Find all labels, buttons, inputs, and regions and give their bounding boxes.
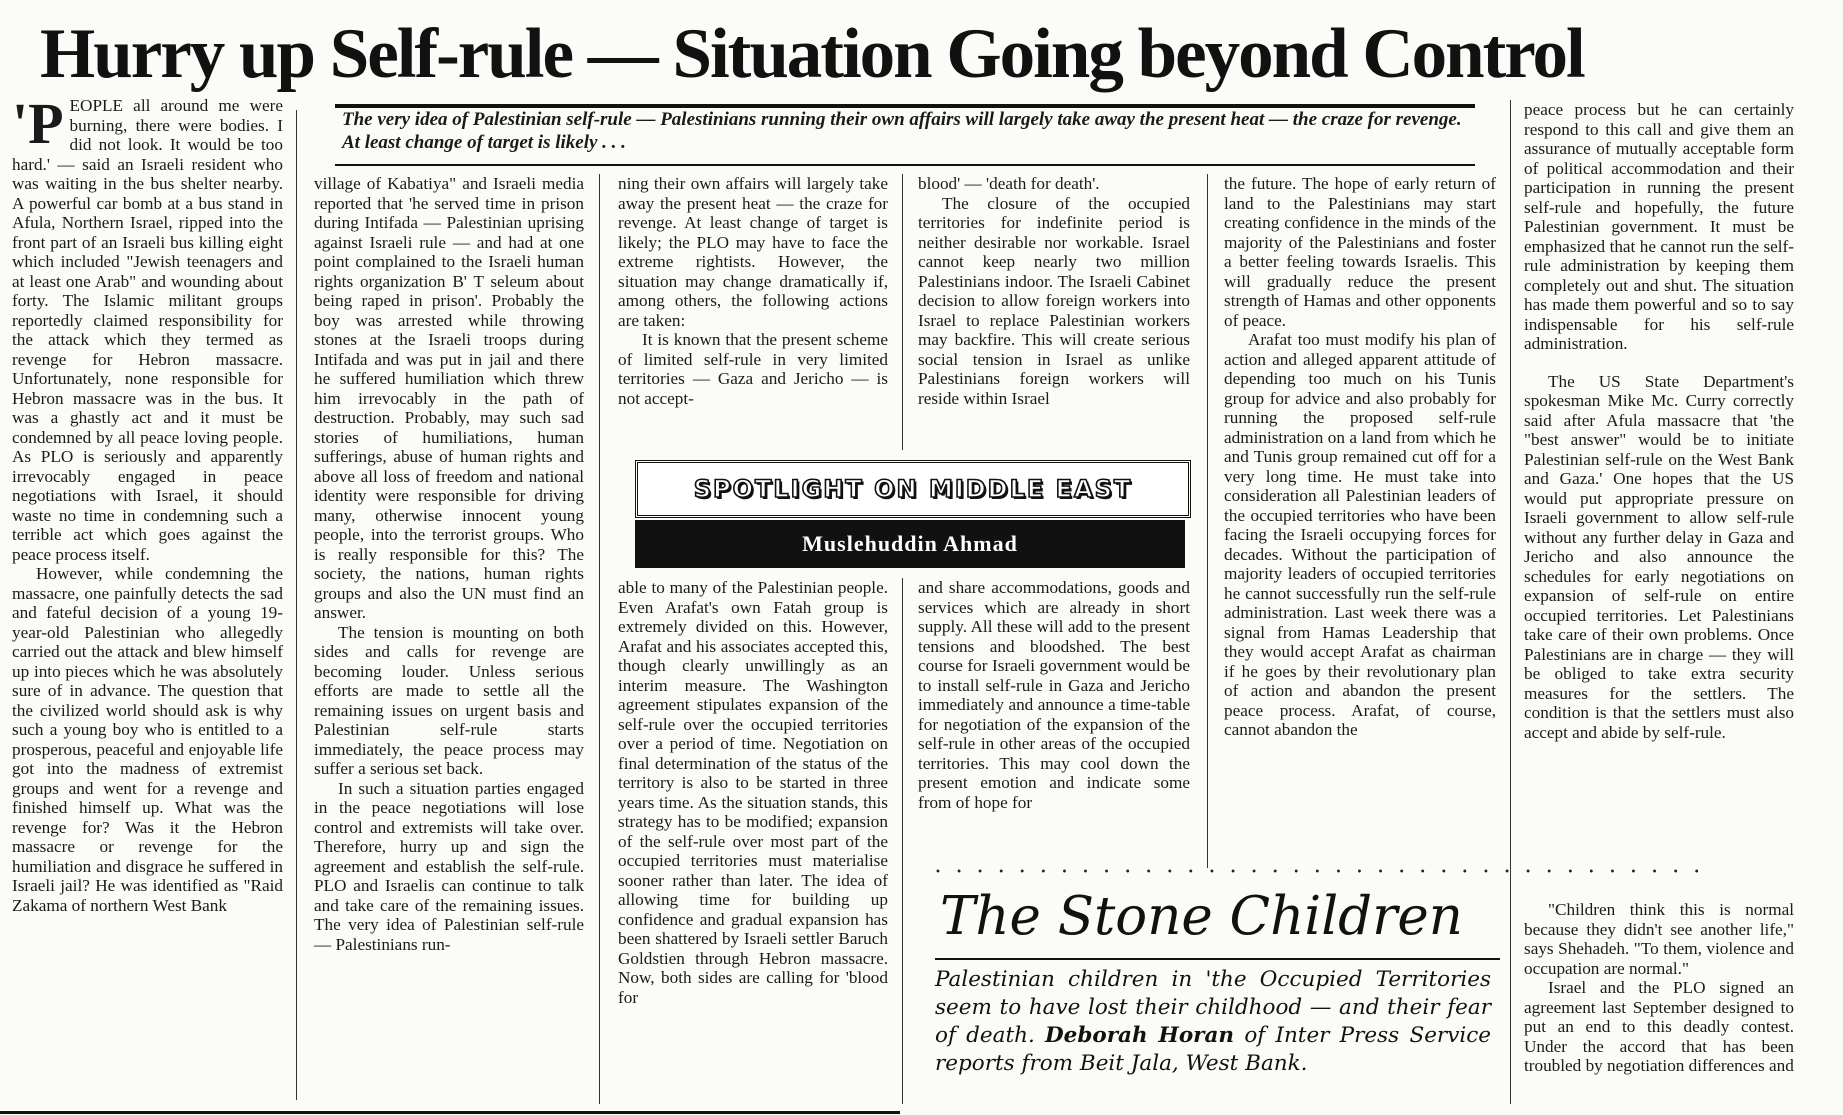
column-6-paragraph-2: The US State Department's spokesman Mike Mc. Curry correctly said after Afula massacre that 'the "best answer" would be to initiate Palestinian self-rule on the West Bank and Gaza.' One hopes that the US would put appropriate pressure on Israeli government to allow self-rule without any further delay in Gaza and Jericho and also announce the schedules for early negotiations on expansion of self-rule on entire occupied territories. Let Palestinians take care of their own problems. Once Palestinians are in charge — they will be obliged to take extra security measures for the settlers. The condition is that the settlers must also accept and abide by self-rule. bbox=[1524, 371, 1794, 742]
sidebar-deck-author: Deborah Horan bbox=[1045, 1023, 1235, 1048]
deck: The very idea of Palestinian self-rule — Palestinians running their own affairs will largely take away the present heat — the craze for revenge. At least change of target is likely . . . bbox=[342, 109, 1462, 153]
headline: Hurry up Self-rule — Situation Going beyond Control bbox=[40, 15, 1584, 93]
column-6-paragraph-1: peace process but he can certainly respond to this call and give them an assurance of mutually acceptable form of political accommodation and their participation in running the present self-rule and hopefully, the future Palestinian government. It must be emphasized that he cannot run the self-rule administration by keeping them completely out and shut. The situation has made them powerful and so to say indispensable for his self-rule administration. bbox=[1524, 100, 1794, 353]
sidebar-column bbox=[1524, 900, 1794, 1104]
article-column-4-top bbox=[918, 174, 1190, 450]
column-divider bbox=[902, 174, 903, 450]
sidebar-title-rule bbox=[935, 958, 1500, 960]
article-column-3-top bbox=[618, 174, 888, 450]
article-column-3-bottom bbox=[618, 578, 888, 1104]
sidebar-title: The Stone Children bbox=[940, 886, 1463, 947]
sidebar-deck-lead: Palestinian children in 'the Occupied Territories seem to have lost their childhood — and their fear of death. bbox=[935, 967, 1491, 1048]
column-1-paragraph-1: 'PEOPLE all around me were burning, there were bodies. I did not look. It would be too hard.' — said an Israeli resident who was waiting in the bus shelter nearby. A powerful car bomb at a bus stand in Afula, Northern Israel, ripped into the front part of an Israeli bus killing eight which included "Jewish teenagers and at least one Arab" and wounding about forty. The Islamic militant groups reportedly claimed responsibility for the attack which they termed as revenge for Hebron massacre. Unfortunately, none responsible for Hebron massacre was in the bus. It was a ghastly act and it must be condemned by all peace loving people. As PLO is seriously and apparently irrevocably engaged in peace negotiations with Israel, it should waste no time in condemning such a terrible act which goes against the peace process itself. bbox=[12, 91, 283, 564]
spotlight-box bbox=[635, 460, 1191, 518]
column-4-paragraph-2: The closure of the occupied territories for indefinite period is neither desirable nor workable. Israel cannot keep nearly two million Palestinians indoor. The Israeli Cabinet decision to allow foreign workers into Israel to replace Palestinian workers may backfire. This will create serious social tension in Israel as unlike Palestinians foreign workers will reside within Israel bbox=[918, 193, 1190, 408]
article-column-2 bbox=[314, 174, 584, 1104]
column-2-paragraph-2: The tension is mounting on both sides and calls for revenge are becoming louder. Unless serious efforts are made to settle all the remaining issues on urgent basis and Palestinian self-rule starts immediately, the peace process may suffer a serious set back. bbox=[314, 622, 584, 778]
column-divider bbox=[1207, 174, 1208, 868]
deck-rule-bottom bbox=[335, 164, 1475, 166]
article-column-6 bbox=[1524, 100, 1794, 870]
column-divider bbox=[902, 578, 903, 1104]
column-divider bbox=[599, 174, 600, 1104]
dotted-separator: • • • • • • • • • • • • • • • • • • • • • • • • • • • • • • • • • • • • • bbox=[935, 867, 1706, 878]
article-column-1 bbox=[12, 91, 283, 1104]
column-3-paragraph-1: ning their own affairs will largely take away the present heat — the craze for revenge. At least change of target is likely; the PLO may have to face the extreme rightists. However, the situation may change dramatically if, among others, the following actions are taken: bbox=[618, 174, 888, 330]
column-5-paragraph-1: the future. The hope of early return of land to the Palestinians may start creating confidence in the minds of the majority of the Palestinians and foster a better feeling towards Israelis. This will gradually reduce the present strength of Hamas and other opponents of peace. bbox=[1224, 174, 1496, 330]
author-byline: Muslehuddin Ahmad bbox=[635, 520, 1185, 568]
sidebar-deck bbox=[935, 966, 1491, 1078]
sidebar-deck-tail: of Inter Press Service reports from Beit Jala, West Bank. bbox=[935, 1023, 1491, 1076]
sidebar-paragraph-1: "Children think this is normal because they didn't see another life," says Shehadeh. "To them, violence and occupation are normal." bbox=[1524, 900, 1794, 978]
column-1-paragraph-2: However, while condemning the massacre, one painfully detects the sad and fateful decision of a young 19-year-old Palestinian who allegedly carried out the attack and blew himself up into pieces which he was absolutely sure of in advance. The question that the civilized world should ask is why such a young boy who is entitled to a prosperous, peaceful and enjoyable life got into the madness of extremist groups and went for a revenge and finished himself up. What was the revenge for? Was it the Hebron massacre or revenge for the humiliation and disgrace he suffered in Israeli jail? He was identified as "Raid Zakama of northern West Bank bbox=[12, 564, 283, 915]
article-column-4-bottom bbox=[918, 578, 1190, 868]
article-column-5 bbox=[1224, 174, 1496, 868]
bottom-rule bbox=[0, 1111, 900, 1114]
column-3-paragraph-2: It is known that the present scheme of limited self-rule in very limited territories — Gaza and Jericho — is not accept- bbox=[618, 330, 888, 408]
column-2-paragraph-3: In such a situation parties engaged in the peace negotiations will lose control and extremists will take over. Therefore, hurry up and sign the agreement and establish the self-rule. PLO and Israelis can continue to talk and take care of the remaining issues. The very idea of Palestinian self-rule — Palestinians run- bbox=[314, 778, 584, 954]
drop-cap: 'P bbox=[12, 91, 64, 156]
column-3-paragraph-3: able to many of the Palestinian people. Even Arafat's own Fatah group is extremely divided on this. However, Arafat and his associates accepted this, though clearly unwillingly as an interim measure. The Washington agreement stipulates expansion of the self-rule over the occupied territories over a period of time. Negotiation on final determination of the status of the territory is also to be started in three years time. As the situation stands, this strategy has to be modified; expansion of the self-rule over most part of the occupied territories must materialise sooner rather than later. The idea of allowing time for building up confidence and gradual expansion has been shattered by Israeli settler Baruch Goldstien through Hebron massacre. Now, both sides are calling for 'blood for bbox=[618, 578, 888, 1007]
column-2-paragraph-1: village of Kabatiya" and Israeli media reported that 'he served time in prison during Intifada — Palestinian uprising against Israeli rule — and had at one point complained to the Israeli human rights organization B' T seleum about being raped in prison'. Probably the boy was arrested while throwing stones at the Israeli troops during Intifada and was put in jail and there he suffered humiliation which threw him irrevocably in the path of destruction. Probably, may such sad stories of humiliations, human sufferings, abuse of human rights and above all loss of freedom and national identity were responsible for driving many, otherwise innocent young people, into the terrorist groups. Who is really responsible for this? The society, the nations, human rights groups and also the UN must find an answer. bbox=[314, 174, 584, 622]
column-divider bbox=[1510, 100, 1511, 1104]
sidebar-paragraph-2: Israel and the PLO signed an agreement last September designed to put an end to this deadly contest. Under the accord that has been troubled by negotiation differences and bbox=[1524, 978, 1794, 1075]
spotlight-label: SPOTLIGHT ON MIDDLE EAST bbox=[693, 475, 1133, 503]
column-4-paragraph-1: blood' — 'death for death'. bbox=[918, 174, 1100, 193]
column-5-paragraph-2: Arafat too must modify his plan of action and alleged apparent attitude of depending too much on his Tunis group for advice and also probably for running the proposed self-rule administration on a land from which he and Tunis group remained cut off for a very long time. He must take into consideration all Palestinian leaders of the occupied territories who have been facing the Israeli occupying forces for decades. Without the participation of majority leaders of occupied territories he cannot successfully run the self-rule administration. Last week there was a signal from Hamas Leadership that they would accept Arafat as chairman if he goes by their revolutionary plan of action and abandon the present peace process. Arafat, of course, cannot abandon the bbox=[1224, 330, 1496, 739]
column-divider bbox=[296, 110, 297, 1100]
column-4-paragraph-3: and share accommodations, goods and services which are already in short supply. All these will add to the present tensions and bloodshed. The best course for Israeli government would be to install self-rule in Gaza and Jericho immediately and announce a time-table for negotiation of the expansion of the self-rule in other areas of the occupied territories. This may cool down the present emotion and indicate some from of hope for bbox=[918, 578, 1190, 812]
